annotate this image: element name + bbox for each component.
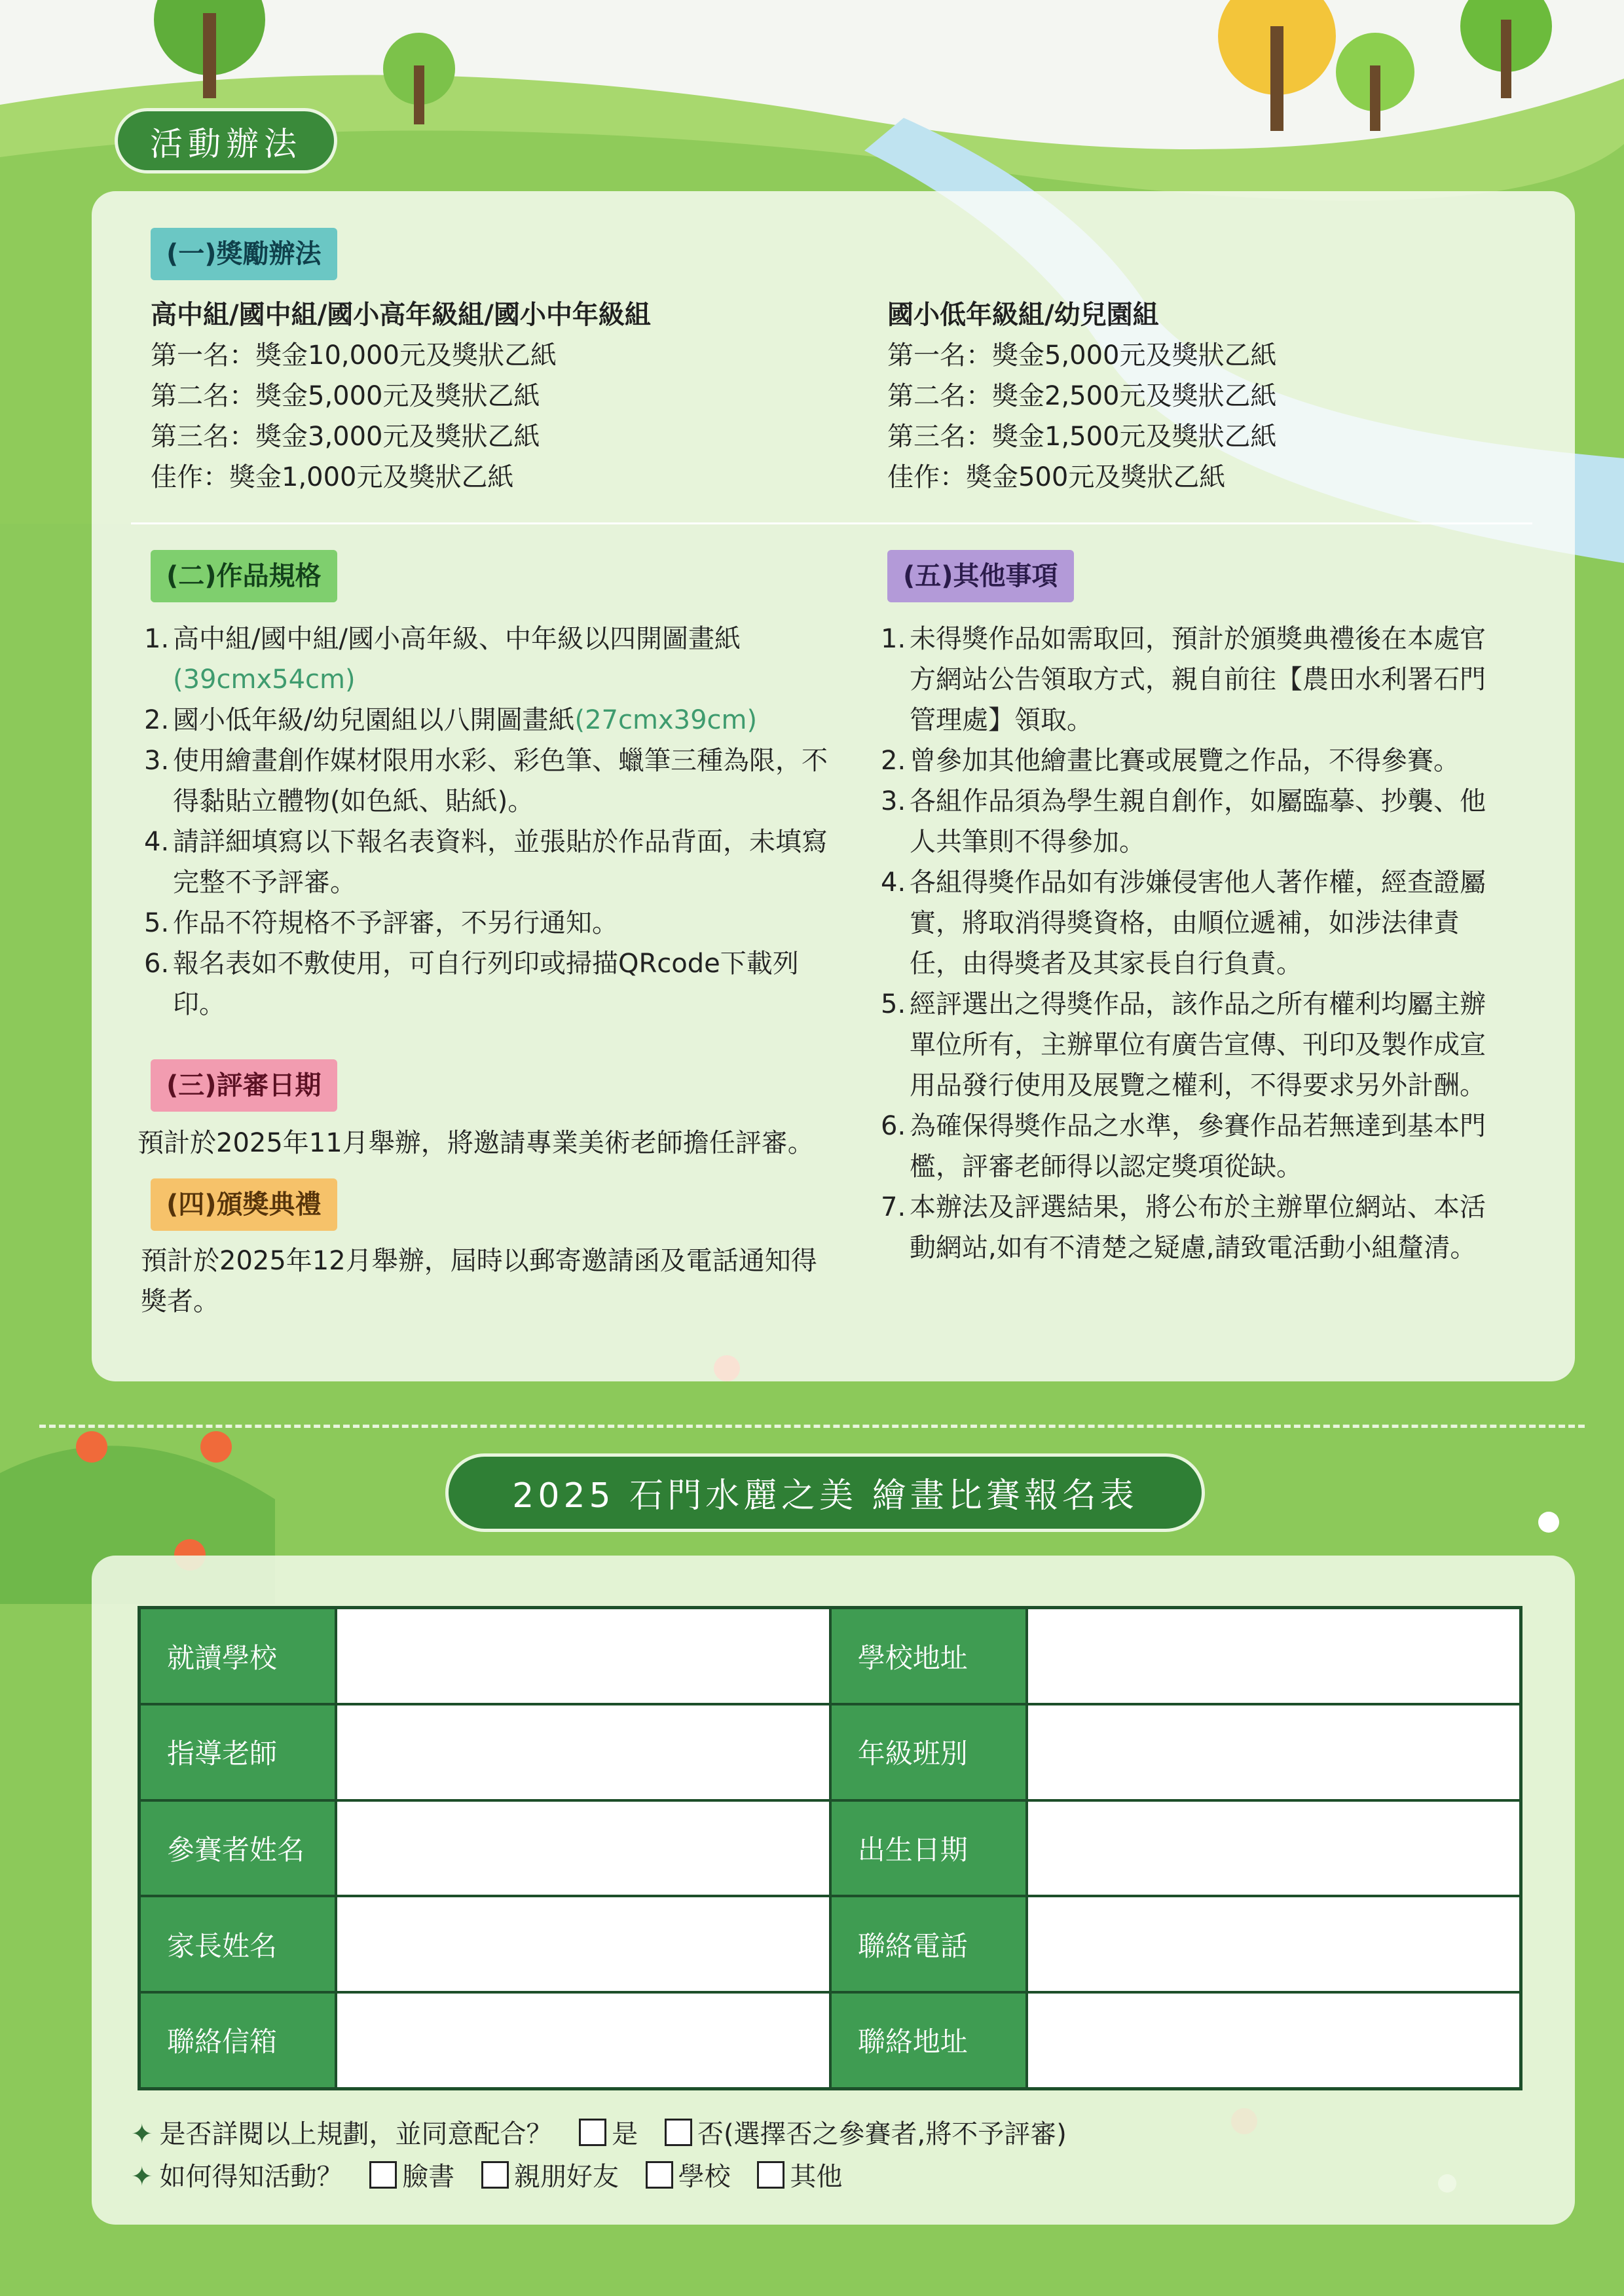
phone-field[interactable] — [1027, 1896, 1521, 1992]
form-label: 參賽者姓名 — [139, 1800, 337, 1897]
parent-name-field[interactable] — [336, 1896, 830, 1992]
awards-left-line: 第二名：獎金5,000元及獎狀乙紙 — [151, 381, 540, 411]
agree-yes-label: 是 — [612, 2119, 638, 2149]
table-row — [139, 1608, 1521, 1705]
other-tag: (五)其他事項 — [887, 550, 1074, 602]
form-label: 學校地址 — [830, 1608, 1027, 1705]
spec-item: 6. 報名表如不敷使用，可自行列印或掃描QRcode下載列印。 — [144, 949, 799, 1019]
form-label: 聯絡信箱 — [139, 1992, 337, 2089]
form-label: 家長姓名 — [139, 1896, 337, 1992]
judging-tag: (三)評審日期 — [151, 1059, 337, 1112]
other-item: 7. 本辦法及評選結果，將公布於主辦單位網站、本活動網站,如有不清楚之疑慮,請致電活動小組釐清。 — [881, 1192, 1486, 1263]
school-field[interactable] — [336, 1608, 830, 1705]
source-other-checkbox[interactable] — [757, 2161, 784, 2189]
spec-item: 3. 使用繪畫創作媒材限用水彩、彩色筆、蠟筆三種為限，不得黏貼立體物(如色紙、貼紙)。 — [144, 746, 828, 816]
ceremony-text: 預計於2025年12月舉辦，屆時以郵寄邀請函及電話通知得獎者。 — [141, 1246, 817, 1317]
grade-class-field[interactable] — [1027, 1704, 1521, 1800]
table-row — [139, 1992, 1521, 2089]
source-option-label: 臉書 — [402, 2162, 455, 2192]
other-item: 5. 經評選出之得獎作品，該作品之所有權利均屬主辦單位所有，主辦單位有廣告宣傳、刊印及製作成宣用品發行使用及展覽之權利，不得要求另外計酬。 — [881, 989, 1486, 1101]
other-item: 4. 各組得獎作品如有涉嫌侵害他人著作權，經查證屬實，將取消得獎資格，由順位遞補，如涉法律責任，由得獎者及其家長自行負責。 — [881, 867, 1486, 979]
other-item: 3. 各組作品須為學生親自創作，如屬臨摹、抄襲、他人共筆則不得參加。 — [881, 786, 1486, 857]
school-address-field[interactable] — [1027, 1608, 1521, 1705]
awards-right-line: 第三名：獎金1,500元及獎狀乙紙 — [887, 422, 1277, 452]
other-item: 2. 曾參加其他繪畫比賽或展覽之作品，不得參賽。 — [881, 746, 1460, 776]
awards-right-group: 國小低年級組/幼兒園組 — [887, 300, 1159, 330]
activity-rules-badge: 活動辦法 — [115, 108, 337, 173]
source-option-label: 學校 — [678, 2162, 731, 2192]
divider — [131, 522, 1532, 524]
spec-item: 1. 高中組/國中組/國小高年級、中年級以四開圖畫紙 (39cmx54cm) — [144, 624, 741, 695]
ceremony-tag: (四)頒獎典禮 — [151, 1178, 337, 1231]
email-field[interactable] — [336, 1992, 830, 2089]
awards-left-line: 第一名：獎金10,000元及獎狀乙紙 — [151, 340, 557, 371]
other-item: 6. 為確保得獎作品之水準，參賽作品若無達到基本門檻，評審老師得以認定獎項從缺。 — [881, 1111, 1486, 1182]
form-title: 2025 石門水麗之美 繪畫比賽報名表 — [445, 1453, 1205, 1532]
awards-right-line: 第二名：獎金2,500元及獎狀乙紙 — [887, 381, 1277, 411]
awards-left-line: 第三名：獎金3,000元及獎狀乙紙 — [151, 422, 540, 452]
teacher-field[interactable] — [336, 1704, 830, 1800]
spec-list — [144, 619, 845, 1025]
form-label: 出生日期 — [830, 1800, 1027, 1897]
source-question: ✦ 如何得知活動？ 臉書 親朋好友 學校 其他 — [131, 2162, 843, 2192]
registration-form-table — [138, 1606, 1522, 2090]
form-label: 指導老師 — [139, 1704, 337, 1800]
agree-no-checkbox[interactable] — [665, 2119, 692, 2146]
awards-right-line: 佳作：獎金500元及獎狀乙紙 — [887, 462, 1226, 492]
cut-line — [39, 1425, 1585, 1428]
other-list — [881, 619, 1509, 1268]
awards-tag: (一)獎勵辦法 — [151, 228, 337, 280]
awards-right-line: 第一名：獎金5,000元及獎狀乙紙 — [887, 340, 1277, 371]
source-friends-checkbox[interactable] — [481, 2161, 509, 2189]
table-row — [139, 1800, 1521, 1897]
spec-item: 2. 國小低年級/幼兒園組以八開圖畫紙(27cmx39cm) — [144, 705, 758, 735]
form-label: 聯絡地址 — [830, 1992, 1027, 2089]
table-row — [139, 1704, 1521, 1800]
source-option-label: 親朋好友 — [513, 2162, 619, 2192]
spec-tag: (二)作品規格 — [151, 550, 337, 602]
form-label: 就讀學校 — [139, 1608, 337, 1705]
source-school-checkbox[interactable] — [646, 2161, 673, 2189]
awards-left-line: 佳作：獎金1,000元及獎狀乙紙 — [151, 462, 514, 492]
spec-item: 4. 請詳細填寫以下報名表資料，並張貼於作品背面，未填寫完整不予評審。 — [144, 827, 828, 898]
source-option-label: 其他 — [790, 2162, 843, 2192]
form-label: 年級班別 — [830, 1704, 1027, 1800]
judging-text: 預計於2025年11月舉辦，將邀請專業美術老師擔任評審。 — [138, 1128, 814, 1158]
agree-yes-checkbox[interactable] — [579, 2119, 606, 2146]
sparkle-icon: ✦ — [131, 2119, 153, 2149]
source-facebook-checkbox[interactable] — [369, 2161, 397, 2189]
spec-item: 5. 作品不符規格不予評審，不另行通知。 — [144, 908, 618, 938]
birth-date-field[interactable] — [1027, 1800, 1521, 1897]
contact-address-field[interactable] — [1027, 1992, 1521, 2089]
form-label: 聯絡電話 — [830, 1896, 1027, 1992]
participant-name-field[interactable] — [336, 1800, 830, 1897]
awards-left-group: 高中組/國中組/國小高年級組/國小中年級組 — [151, 300, 651, 330]
sparkle-icon: ✦ — [131, 2162, 153, 2192]
other-item: 1. 未得獎作品如需取回，預計於頒獎典禮後在本處官方網站公告領取方式，親自前往【農田水利署石門管理處】領取。 — [881, 624, 1486, 735]
table-row — [139, 1896, 1521, 1992]
agreement-question: ✦ 是否詳閱以上規劃，並同意配合？ 是 否(選擇否之參賽者,將不予評審) — [131, 2119, 1067, 2149]
agree-no-label: 否(選擇否之參賽者,將不予評審) — [697, 2119, 1067, 2149]
